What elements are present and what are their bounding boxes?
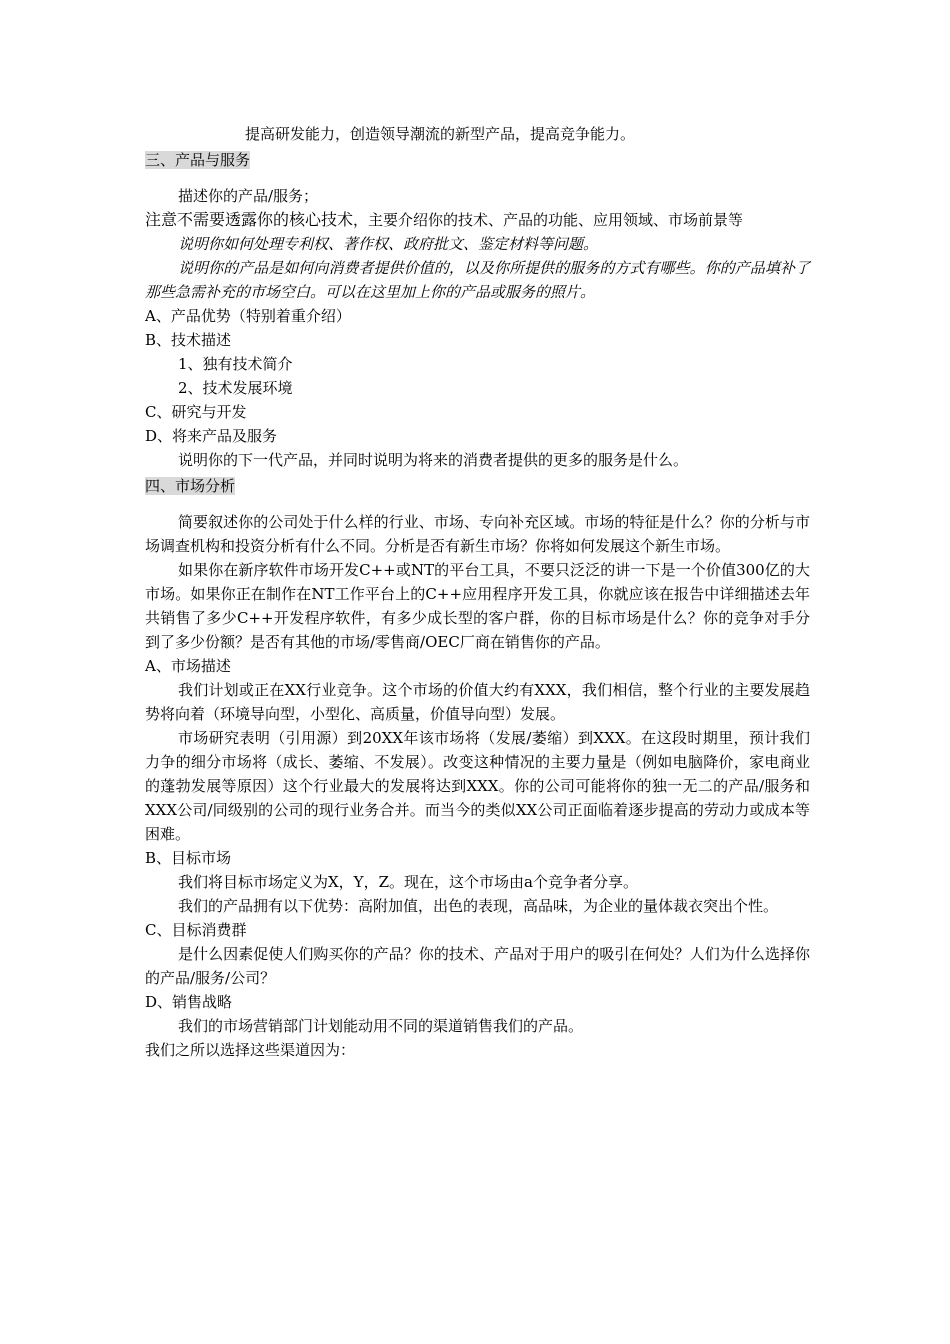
item-tech-environment: 2、技术发展环境 — [178, 379, 293, 397]
document-body — [145, 122, 810, 1062]
market-paragraph-1: 简要叙述你的公司处于什么样的行业、市场、专向补充区域。市场的特征是什么？你的分析与市场调查机构和投资分析有什么不同。分析是否有新生市场？你将如何发展这个新生市场。 — [145, 513, 810, 555]
market-paragraph-2: 如果你在新序软件市场开发C++或NT的平台工具，不要只泛泛的讲一下是一个价值300亿的大市场。如果你正在制作在NT工作平台上的C++应用程序开发工具，你就应该在报告中详细描述去年共销售了多少C++开发程序软件，有多少成长型的客户群，你的目标市场是什么？你的竞争对手分到了多少份额？是否有其他的市场/零售商/OEC厂商在销售你的产品。 — [145, 561, 810, 651]
target-market-p2: 我们的产品拥有以下优势：高附加值，出色的表现，高品味，为企业的量体裁衣突出个性。 — [178, 897, 779, 915]
core-tech-note — [145, 208, 810, 232]
target-market-p1: 我们将目标市场定义为X，Y，Z。现在，这个市场由a个竞争者分享。 — [178, 873, 638, 891]
section-heading-market-text: 四、市场分析 — [145, 477, 236, 495]
item-future-products: D、将来产品及服务 — [145, 427, 278, 445]
market-description-p1: 我们计划或正在XX行业竞争。这个市场的价值大约有XXX，我们相信，整个行业的主要发展趋势将向着（环境导向型，小型化、高质量，价值导向型）发展。 — [145, 681, 810, 723]
sales-strategy-p2: 我们之所以选择这些渠道因为： — [145, 1041, 356, 1059]
market-description-p2: 市场研究表明（引用源）到20XX年该市场将（发展/萎缩）到XXX。在这段时期里，预计我们力争的细分市场将（成长、萎缩、不发展）。改变这种情况的主要力量是（例如电脑降价，家电商业的蓬勃发展等原因）这个行业最大的发展将达到XXX。你的公司可能将你的独一无二的产品/服务和XXX公司/同级别的公司的现行业务合并。而当今的类似XX公司正面临着逐步提高的劳动力或成本等困难。 — [145, 729, 810, 843]
item-market-description: A、市场描述 — [145, 657, 231, 675]
section-heading-products — [145, 148, 810, 172]
intro-line: 提高研发能力，创造领导潮流的新型产品，提高竞争能力。 — [245, 125, 636, 143]
patent-note: 说明你如何处理专利权、著作权、政府批文、鉴定材料等问题。 — [178, 235, 599, 253]
section-heading-products-text: 三、产品与服务 — [145, 151, 251, 169]
item-research-development: C、研究与开发 — [145, 403, 247, 421]
item-sales-strategy: D、销售战略 — [145, 993, 233, 1011]
item-tech-description: B、技术描述 — [145, 331, 232, 349]
item-product-advantage: A、产品优势（特别着重介绍） — [145, 307, 351, 325]
core-tech-note-lead: 注意不需要透露你的核心技术 — [145, 210, 354, 229]
sales-strategy-p1: 我们的市场营销部门计划能动用不同的渠道销售我们的产品。 — [178, 1017, 584, 1035]
future-products-text: 说明你的下一代产品，并同时说明为将来的消费者提供的更多的服务是什么。 — [178, 451, 689, 469]
describe-products: 描述你的产品/服务； — [178, 187, 319, 205]
item-unique-tech: 1、独有技术简介 — [178, 355, 293, 373]
item-target-market: B、目标市场 — [145, 849, 232, 867]
target-consumers-p1: 是什么因素促使人们购买你的产品？你的技术、产品对于用户的吸引在何处？人们为什么选择你的产品/服务/公司？ — [145, 945, 810, 987]
value-note: 说明你的产品是如何向消费者提供价值的，以及你所提供的服务的方式有哪些。你的产品填补了那些急需补充的市场空白。可以在这里加上你的产品或服务的照片。 — [145, 259, 810, 301]
core-tech-note-rest: ，主要介绍你的技术、产品的功能、应用领域、市场前景等 — [353, 211, 744, 229]
section-heading-market — [145, 474, 810, 498]
item-target-consumers: C、目标消费群 — [145, 921, 247, 939]
